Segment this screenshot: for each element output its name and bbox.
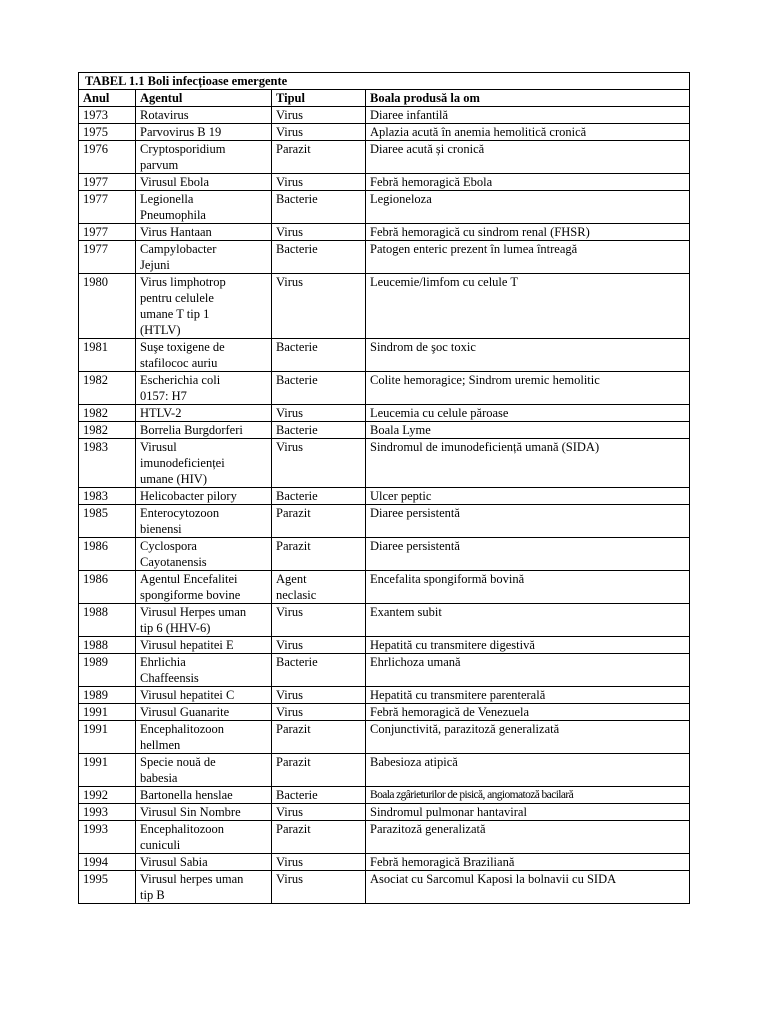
cell-type: Virus bbox=[272, 439, 366, 488]
cell-disease: Legioneloza bbox=[366, 191, 690, 224]
table-row bbox=[79, 372, 690, 405]
cell-agent: Legionella Pneumophila bbox=[136, 191, 272, 224]
cell-type: Parazit bbox=[272, 821, 366, 854]
cell-type: Virus bbox=[272, 637, 366, 654]
cell-disease: Boala zgârieturilor de pisică, angiomatoză bacilară bbox=[366, 787, 690, 804]
table-row bbox=[79, 854, 690, 871]
table-row bbox=[79, 871, 690, 904]
table-header-row bbox=[79, 90, 690, 107]
cell-agent: Bartonella henslae bbox=[136, 787, 272, 804]
cell-type: Virus bbox=[272, 704, 366, 721]
cell-year: 1977 bbox=[79, 224, 136, 241]
cell-type: Virus bbox=[272, 107, 366, 124]
cell-year: 1977 bbox=[79, 241, 136, 274]
table-row bbox=[79, 571, 690, 604]
cell-disease: Parazitoză generalizată bbox=[366, 821, 690, 854]
cell-agent: Cyclospora Cayotanensis bbox=[136, 538, 272, 571]
table-row bbox=[79, 241, 690, 274]
table-row bbox=[79, 107, 690, 124]
table-row bbox=[79, 538, 690, 571]
cell-agent: Virusul Guanarite bbox=[136, 704, 272, 721]
table-title-row bbox=[79, 73, 690, 90]
header-type: Tipul bbox=[272, 90, 366, 107]
cell-type: Bacterie bbox=[272, 241, 366, 274]
table-row bbox=[79, 804, 690, 821]
cell-type: Bacterie bbox=[272, 372, 366, 405]
cell-agent: Specie nouă de babesia bbox=[136, 754, 272, 787]
cell-disease: Leucemie/limfom cu celule T bbox=[366, 274, 690, 339]
cell-disease: Febră hemoragică de Venezuela bbox=[366, 704, 690, 721]
cell-year: 1991 bbox=[79, 704, 136, 721]
cell-type: Parazit bbox=[272, 141, 366, 174]
cell-type: Virus bbox=[272, 854, 366, 871]
cell-disease: Diaree persistentă bbox=[366, 538, 690, 571]
header-year: Anul bbox=[79, 90, 136, 107]
cell-disease: Asociat cu Sarcomul Kaposi la bolnavii cu SIDA bbox=[366, 871, 690, 904]
cell-agent: Suşe toxigene de stafilococ auriu bbox=[136, 339, 272, 372]
cell-type: Parazit bbox=[272, 754, 366, 787]
cell-disease: Sindrom de şoc toxic bbox=[366, 339, 690, 372]
cell-type: Bacterie bbox=[272, 787, 366, 804]
cell-type: Bacterie bbox=[272, 339, 366, 372]
cell-type: Virus bbox=[272, 405, 366, 422]
cell-year: 1989 bbox=[79, 687, 136, 704]
cell-agent: Borrelia Burgdorferi bbox=[136, 422, 272, 439]
cell-year: 1980 bbox=[79, 274, 136, 339]
cell-disease: Babesioza atipică bbox=[366, 754, 690, 787]
table-title: TABEL 1.1 Boli infecțioase emergente bbox=[79, 73, 690, 90]
table-row bbox=[79, 274, 690, 339]
cell-year: 1986 bbox=[79, 538, 136, 571]
cell-agent: Virus Hantaan bbox=[136, 224, 272, 241]
cell-year: 1981 bbox=[79, 339, 136, 372]
table-row bbox=[79, 174, 690, 191]
cell-year: 1991 bbox=[79, 754, 136, 787]
cell-year: 1976 bbox=[79, 141, 136, 174]
cell-agent: Virusul Ebola bbox=[136, 174, 272, 191]
cell-year: 1993 bbox=[79, 804, 136, 821]
cell-agent: Virusul Herpes uman tip 6 (HHV-6) bbox=[136, 604, 272, 637]
cell-disease: Leucemia cu celule păroase bbox=[366, 405, 690, 422]
emerging-diseases-table bbox=[78, 72, 690, 904]
cell-disease: Hepatită cu transmitere parenterală bbox=[366, 687, 690, 704]
cell-type: Bacterie bbox=[272, 422, 366, 439]
cell-type: Agent neclasic bbox=[272, 571, 366, 604]
cell-type: Parazit bbox=[272, 538, 366, 571]
cell-agent: Encephalitozoon hellmen bbox=[136, 721, 272, 754]
cell-year: 1989 bbox=[79, 654, 136, 687]
table-row bbox=[79, 422, 690, 439]
table-row bbox=[79, 439, 690, 488]
cell-disease: Encefalita spongiformă bovină bbox=[366, 571, 690, 604]
cell-type: Virus bbox=[272, 687, 366, 704]
cell-disease: Aplazia acută în anemia hemolitică cronică bbox=[366, 124, 690, 141]
table-row bbox=[79, 687, 690, 704]
cell-disease: Diaree infantilă bbox=[366, 107, 690, 124]
cell-agent: Rotavirus bbox=[136, 107, 272, 124]
table-row bbox=[79, 704, 690, 721]
cell-agent: Encephalitozoon cuniculi bbox=[136, 821, 272, 854]
cell-year: 1983 bbox=[79, 488, 136, 505]
cell-year: 1982 bbox=[79, 405, 136, 422]
cell-year: 1992 bbox=[79, 787, 136, 804]
table-row bbox=[79, 224, 690, 241]
cell-year: 1982 bbox=[79, 372, 136, 405]
cell-year: 1995 bbox=[79, 871, 136, 904]
cell-type: Parazit bbox=[272, 505, 366, 538]
table-row bbox=[79, 754, 690, 787]
table-row bbox=[79, 821, 690, 854]
cell-agent: Virusul hepatitei C bbox=[136, 687, 272, 704]
cell-agent: Virus limphotrop pentru celulele umane T tip 1 (HTLV) bbox=[136, 274, 272, 339]
table-row bbox=[79, 141, 690, 174]
cell-year: 1975 bbox=[79, 124, 136, 141]
cell-year: 1993 bbox=[79, 821, 136, 854]
cell-type: Virus bbox=[272, 274, 366, 339]
cell-disease: Ulcer peptic bbox=[366, 488, 690, 505]
cell-disease: Ehrlichoza umană bbox=[366, 654, 690, 687]
cell-year: 1988 bbox=[79, 637, 136, 654]
cell-agent: Virusul hepatitei E bbox=[136, 637, 272, 654]
table-row bbox=[79, 405, 690, 422]
table-row bbox=[79, 604, 690, 637]
cell-year: 1994 bbox=[79, 854, 136, 871]
cell-type: Virus bbox=[272, 804, 366, 821]
cell-disease: Febră hemoragică Braziliană bbox=[366, 854, 690, 871]
cell-type: Virus bbox=[272, 174, 366, 191]
cell-year: 1982 bbox=[79, 422, 136, 439]
cell-agent: Agentul Encefalitei spongiforme bovine bbox=[136, 571, 272, 604]
cell-type: Virus bbox=[272, 224, 366, 241]
cell-type: Bacterie bbox=[272, 654, 366, 687]
cell-year: 1973 bbox=[79, 107, 136, 124]
cell-agent: Ehrlichia Chaffeensis bbox=[136, 654, 272, 687]
cell-disease: Febră hemoragică cu sindrom renal (FHSR) bbox=[366, 224, 690, 241]
cell-agent: Escherichia coli 0157: H7 bbox=[136, 372, 272, 405]
cell-disease: Boala Lyme bbox=[366, 422, 690, 439]
table-row bbox=[79, 339, 690, 372]
header-disease: Boala produsă la om bbox=[366, 90, 690, 107]
cell-agent: Helicobacter pilory bbox=[136, 488, 272, 505]
cell-type: Bacterie bbox=[272, 191, 366, 224]
cell-disease: Hepatită cu transmitere digestivă bbox=[366, 637, 690, 654]
cell-disease: Diaree acută și cronică bbox=[366, 141, 690, 174]
cell-disease: Sindromul pulmonar hantaviral bbox=[366, 804, 690, 821]
table-row bbox=[79, 191, 690, 224]
cell-disease: Conjunctivită, parazitoză generalizată bbox=[366, 721, 690, 754]
cell-agent: Virusul imunodeficienței umane (HIV) bbox=[136, 439, 272, 488]
table-row bbox=[79, 124, 690, 141]
table-row bbox=[79, 721, 690, 754]
cell-type: Parazit bbox=[272, 721, 366, 754]
cell-agent: Virusul Sin Nombre bbox=[136, 804, 272, 821]
cell-disease: Diaree persistentă bbox=[366, 505, 690, 538]
cell-type: Bacterie bbox=[272, 488, 366, 505]
cell-type: Virus bbox=[272, 124, 366, 141]
cell-agent: Cryptosporidium parvum bbox=[136, 141, 272, 174]
cell-year: 1991 bbox=[79, 721, 136, 754]
cell-disease: Colite hemoragice; Sindrom uremic hemolitic bbox=[366, 372, 690, 405]
cell-type: Virus bbox=[272, 604, 366, 637]
table-body bbox=[79, 107, 690, 904]
cell-disease: Febră hemoragică Ebola bbox=[366, 174, 690, 191]
cell-type: Virus bbox=[272, 871, 366, 904]
cell-year: 1985 bbox=[79, 505, 136, 538]
cell-agent: Campylobacter Jejuni bbox=[136, 241, 272, 274]
cell-disease: Exantem subit bbox=[366, 604, 690, 637]
cell-agent: Virusul Sabia bbox=[136, 854, 272, 871]
cell-year: 1988 bbox=[79, 604, 136, 637]
table-row bbox=[79, 488, 690, 505]
cell-agent: Parvovirus B 19 bbox=[136, 124, 272, 141]
table-row bbox=[79, 654, 690, 687]
table-row bbox=[79, 637, 690, 654]
cell-year: 1983 bbox=[79, 439, 136, 488]
cell-agent: Enterocytozoon bienensi bbox=[136, 505, 272, 538]
table-row bbox=[79, 787, 690, 804]
header-agent: Agentul bbox=[136, 90, 272, 107]
cell-year: 1977 bbox=[79, 174, 136, 191]
cell-disease: Patogen enteric prezent în lumea întreagă bbox=[366, 241, 690, 274]
cell-agent: HTLV-2 bbox=[136, 405, 272, 422]
cell-agent: Virusul herpes uman tip B bbox=[136, 871, 272, 904]
table-row bbox=[79, 505, 690, 538]
cell-year: 1986 bbox=[79, 571, 136, 604]
cell-disease: Sindromul de imunodeficiență umană (SIDA) bbox=[366, 439, 690, 488]
cell-year: 1977 bbox=[79, 191, 136, 224]
